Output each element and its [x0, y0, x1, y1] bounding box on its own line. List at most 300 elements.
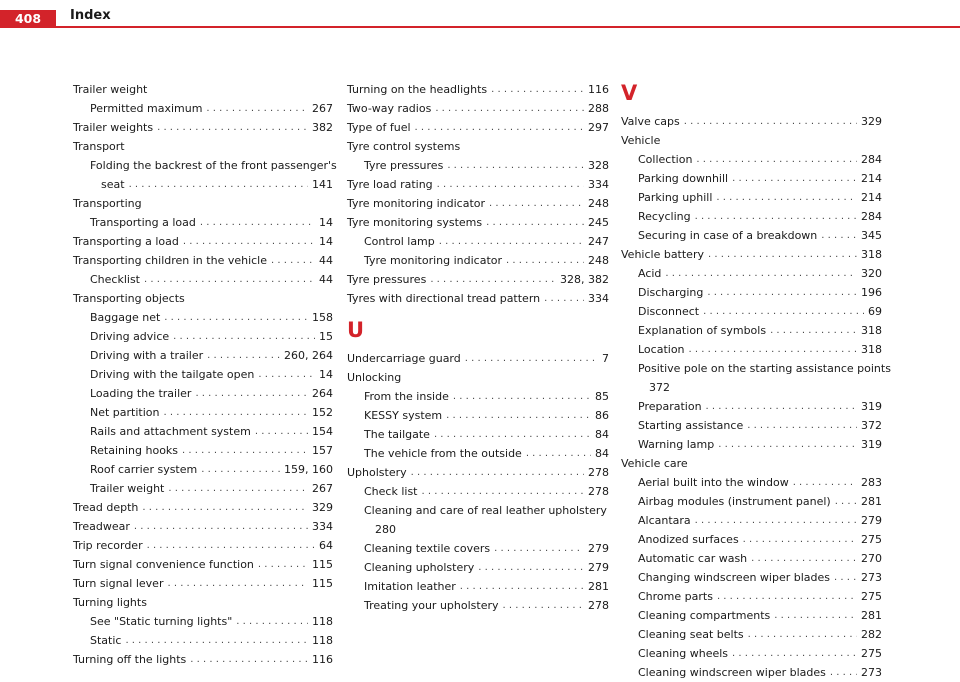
index-page-ref[interactable]: 318: [861, 248, 882, 261]
index-entry: [621, 397, 882, 416]
dot-leader: [478, 558, 584, 577]
index-page-ref[interactable]: 278: [588, 485, 609, 498]
index-page-ref[interactable]: 7: [602, 352, 609, 365]
index-page-ref[interactable]: 245: [588, 216, 609, 229]
index-entry: [73, 555, 333, 574]
index-entry: [347, 425, 609, 444]
index-entry: [73, 251, 333, 270]
dot-leader: [434, 425, 591, 444]
dot-leader: [173, 327, 315, 346]
dot-leader: [835, 492, 857, 511]
section-letter: U: [347, 318, 365, 342]
index-page-ref[interactable]: 319: [861, 438, 882, 451]
index-term: The tailgate: [364, 428, 430, 441]
index-term: Alcantara: [638, 514, 691, 527]
index-term: Transporting a load: [90, 216, 196, 229]
dot-leader: [732, 644, 857, 663]
index-entry: [347, 596, 609, 615]
dot-leader: [716, 188, 857, 207]
dot-leader: [793, 473, 857, 492]
index-term: Cleaning compartments: [638, 609, 771, 622]
index-term: Treadwear: [73, 520, 130, 533]
index-term: Cleaning textile covers: [364, 542, 491, 555]
index-term: Turning off the lights: [73, 653, 187, 666]
index-entry: [621, 511, 882, 530]
dot-leader: [465, 349, 598, 368]
index-term: Chrome parts: [638, 590, 713, 603]
index-page-ref[interactable]: 69: [868, 305, 882, 318]
index-term: Recycling: [638, 210, 691, 223]
index-entry: [73, 270, 333, 289]
dot-leader: [491, 80, 584, 99]
index-term: Aerial built into the window: [638, 476, 789, 489]
index-page-ref[interactable]: 14: [319, 368, 333, 381]
index-entry: [347, 463, 609, 482]
index-page-ref[interactable]: 270: [861, 552, 882, 565]
index-page-ref[interactable]: 273: [861, 571, 882, 584]
index-entry: [621, 530, 882, 549]
index-entry: [73, 232, 333, 251]
dot-leader: [142, 498, 308, 517]
dot-leader: [774, 606, 857, 625]
index-page-ref[interactable]: 278: [588, 466, 609, 479]
index-term: Cleaning seat belts: [638, 628, 744, 641]
dot-leader: [201, 460, 280, 479]
index-heading: Unlocking: [347, 371, 402, 384]
index-term: Vehicle battery: [621, 248, 704, 261]
index-page-ref[interactable]: 273: [861, 666, 882, 679]
index-page-ref[interactable]: 158: [312, 311, 333, 324]
index-term: Imitation leather: [364, 580, 456, 593]
index-entry: [347, 558, 609, 577]
index-entry: [73, 384, 333, 403]
index-term: See "Static turning lights": [90, 615, 233, 628]
index-entry: [73, 460, 333, 479]
index-term: Tyre load rating: [347, 178, 433, 191]
index-entry: [347, 270, 609, 289]
dot-leader: [236, 612, 308, 631]
index-term: Trip recorder: [73, 539, 143, 552]
index-page-ref[interactable]: 283: [861, 476, 882, 489]
index-page-ref[interactable]: 318: [861, 324, 882, 337]
index-page-ref[interactable]: 44: [319, 254, 333, 267]
dot-leader: [134, 517, 308, 536]
dot-leader: [182, 441, 308, 460]
index-entry: [73, 612, 333, 631]
index-page-ref[interactable]: 118: [312, 634, 333, 647]
index-page-ref[interactable]: 281: [861, 609, 882, 622]
dot-leader: [207, 346, 280, 365]
index-page-ref[interactable]: 318: [861, 343, 882, 356]
index-page-ref[interactable]: 282: [861, 628, 882, 641]
index-page-ref[interactable]: 44: [319, 273, 333, 286]
index-entry: [621, 492, 882, 511]
index-term: Turn signal lever: [73, 577, 164, 590]
dot-leader: [732, 169, 857, 188]
dot-leader: [437, 175, 584, 194]
index-column-3: [621, 80, 891, 682]
index-page-ref[interactable]: 248: [588, 197, 609, 210]
dot-leader: [703, 302, 864, 321]
dot-leader: [164, 403, 309, 422]
index-page-ref[interactable]: 279: [588, 542, 609, 555]
index-term: seat: [101, 178, 125, 191]
index-term: Location: [638, 343, 685, 356]
index-page-ref[interactable]: 284: [861, 153, 882, 166]
index-entry: [73, 517, 333, 536]
index-entry: [347, 539, 609, 558]
dot-leader: [821, 226, 857, 245]
index-entry: [621, 568, 882, 587]
index-heading: Vehicle care: [621, 457, 688, 470]
index-page-ref[interactable]: 320: [861, 267, 882, 280]
index-term: Two-way radios: [347, 102, 432, 115]
index-page-ref[interactable]: 86: [595, 409, 609, 422]
section-gap: [347, 308, 609, 317]
index-page-ref[interactable]: 267: [312, 102, 333, 115]
index-entry: [347, 387, 609, 406]
index-term: Tyre pressures: [347, 273, 427, 286]
index-entry: [621, 587, 882, 606]
index-term: Turning on the headlights: [347, 83, 488, 96]
index-entry: [621, 321, 882, 340]
index-entry: [347, 444, 609, 463]
index-page-ref[interactable]: 372: [861, 419, 882, 432]
index-page-ref[interactable]: 159, 160: [284, 463, 333, 476]
index-term: Cleaning upholstery: [364, 561, 475, 574]
index-entry: [621, 226, 882, 245]
dot-leader: [430, 270, 556, 289]
index-term: Driving with a trailer: [90, 349, 204, 362]
index-page-ref[interactable]: 334: [588, 178, 609, 191]
index-page-ref[interactable]: 115: [312, 558, 333, 571]
index-entry: [621, 473, 882, 492]
index-term: Tyre monitoring systems: [347, 216, 483, 229]
index-entry: [347, 156, 609, 175]
dot-leader: [489, 194, 584, 213]
dot-leader: [258, 555, 308, 574]
index-term: Collection: [638, 153, 693, 166]
index-term: Roof carrier system: [90, 463, 198, 476]
index-term: Preparation: [638, 400, 702, 413]
index-term: Automatic car wash: [638, 552, 748, 565]
index-entry: [621, 416, 882, 435]
index-term: Driving advice: [90, 330, 170, 343]
index-entry: [621, 150, 882, 169]
dot-leader: [183, 232, 315, 251]
index-entry: [347, 482, 609, 501]
index-page-ref[interactable]: 288: [588, 102, 609, 115]
dot-leader: [206, 99, 308, 118]
index-term: Cleaning wheels: [638, 647, 729, 660]
dot-leader: [708, 245, 857, 264]
index-page-ref[interactable]: 329: [312, 501, 333, 514]
index-term: Discharging: [638, 286, 704, 299]
index-term: Tyre monitoring indicator: [347, 197, 486, 210]
dot-leader: [665, 264, 857, 283]
index-term: Tyre pressures: [364, 159, 444, 172]
index-term: Valve caps: [621, 115, 680, 128]
dot-leader: [684, 112, 857, 131]
index-page-ref[interactable]: 267: [312, 482, 333, 495]
index-term: Trailer weights: [73, 121, 154, 134]
index-page-ref[interactable]: 154: [312, 425, 333, 438]
index-page-ref[interactable]: 278: [588, 599, 609, 612]
page-title: Index: [70, 8, 111, 23]
index-term: From the inside: [364, 390, 449, 403]
index-entry: [73, 479, 333, 498]
index-page-ref[interactable]: 116: [312, 653, 333, 666]
index-page-ref[interactable]: 334: [588, 292, 609, 305]
index-page-ref[interactable]: 275: [861, 647, 882, 660]
index-term: Transporting children in the vehicle: [73, 254, 268, 267]
index-page-ref[interactable]: 275: [861, 590, 882, 603]
index-page-ref[interactable]: 334: [312, 520, 333, 533]
index-page-ref[interactable]: 214: [861, 172, 882, 185]
index-page-ref[interactable]: 85: [595, 390, 609, 403]
index-entry: [347, 501, 609, 520]
dot-leader: [190, 650, 308, 669]
index-page-ref[interactable]: 84: [595, 447, 609, 460]
index-entry: [73, 536, 333, 555]
index-heading: Vehicle: [621, 134, 661, 147]
dot-leader: [748, 625, 857, 644]
index-page-ref[interactable]: 280: [375, 523, 396, 536]
dot-leader: [168, 479, 308, 498]
dot-leader: [706, 397, 857, 416]
index-entry: [621, 188, 882, 207]
index-page-ref[interactable]: 264: [312, 387, 333, 400]
dot-leader: [167, 574, 308, 593]
index-entry: [621, 207, 882, 226]
dot-leader: [446, 406, 591, 425]
index-page-ref[interactable]: 14: [319, 216, 333, 229]
index-entry: [73, 175, 333, 194]
index-entry: [347, 118, 609, 137]
index-page-ref[interactable]: 279: [861, 514, 882, 527]
index-entry: [73, 631, 333, 650]
index-entry: [347, 80, 609, 99]
dot-leader: [830, 663, 857, 682]
index-term: Checklist: [90, 273, 140, 286]
dot-leader: [506, 251, 584, 270]
index-term: Tyre monitoring indicator: [364, 254, 503, 267]
dot-leader: [544, 289, 584, 308]
dot-leader: [200, 213, 315, 232]
dot-leader: [271, 251, 315, 270]
index-entry: [347, 232, 609, 251]
dot-leader: [717, 587, 857, 606]
index-entry: [621, 606, 882, 625]
dot-leader: [689, 340, 857, 359]
index-term: Tread depth: [73, 501, 139, 514]
index-column-2: [347, 80, 609, 615]
index-page-ref[interactable]: 14: [319, 235, 333, 248]
index-page-ref[interactable]: 118: [312, 615, 333, 628]
index-page-ref[interactable]: 64: [319, 539, 333, 552]
dot-leader: [157, 118, 308, 137]
dot-leader: [770, 321, 857, 340]
index-entry: [73, 422, 333, 441]
index-term: Airbag modules (instrument panel): [638, 495, 831, 508]
index-heading: Folding the backrest of the front passenger's: [90, 159, 337, 172]
index-entry: [73, 365, 333, 384]
index-page-ref[interactable]: 248: [588, 254, 609, 267]
dot-leader: [695, 511, 857, 530]
index-entry: [347, 251, 609, 270]
index-term: Retaining hooks: [90, 444, 179, 457]
index-page-ref[interactable]: 84: [595, 428, 609, 441]
dot-leader: [258, 365, 315, 384]
index-entry: [73, 498, 333, 517]
dot-leader: [147, 536, 315, 555]
index-term: Parking downhill: [638, 172, 729, 185]
index-entry: [347, 194, 609, 213]
index-page-ref[interactable]: 15: [319, 330, 333, 343]
index-term: Disconnect: [638, 305, 700, 318]
dot-leader: [144, 270, 315, 289]
index-term: Warning lamp: [638, 438, 715, 451]
dot-leader: [707, 283, 857, 302]
dot-leader: [164, 308, 308, 327]
index-entry: [621, 264, 882, 283]
index-term: The vehicle from the outside: [364, 447, 522, 460]
index-term: Cleaning and care of real leather upholstery: [364, 504, 607, 517]
index-page-ref[interactable]: 214: [861, 191, 882, 204]
index-entry: [73, 403, 333, 422]
index-entry: [73, 574, 333, 593]
index-term: Treating your upholstery: [364, 599, 499, 612]
index-term: Trailer weight: [90, 482, 165, 495]
index-page-ref[interactable]: 329: [861, 115, 882, 128]
index-term: Upholstery: [347, 466, 407, 479]
index-entry: [73, 346, 333, 365]
dot-leader: [255, 422, 308, 441]
index-page-ref[interactable]: 115: [312, 577, 333, 590]
index-heading: Transporting objects: [73, 292, 185, 305]
index-page-ref[interactable]: 275: [861, 533, 882, 546]
index-page-ref[interactable]: 297: [588, 121, 609, 134]
index-term: Securing in case of a breakdown: [638, 229, 818, 242]
index-entry: [73, 650, 333, 669]
index-term: Anodized surfaces: [638, 533, 739, 546]
dot-leader: [695, 207, 857, 226]
dot-leader: [195, 384, 308, 403]
index-page-ref[interactable]: 152: [312, 406, 333, 419]
index-term: Parking uphill: [638, 191, 713, 204]
dot-leader: [453, 387, 591, 406]
index-page-ref[interactable]: 247: [588, 235, 609, 248]
index-entry: [621, 435, 882, 454]
index-heading: Trailer weight: [73, 83, 148, 96]
index-page-ref[interactable]: 116: [588, 83, 609, 96]
index-page-ref[interactable]: 141: [312, 178, 333, 191]
dot-leader: [743, 530, 857, 549]
index-page-ref[interactable]: 157: [312, 444, 333, 457]
index-term: Acid: [638, 267, 662, 280]
index-page-ref[interactable]: 196: [861, 286, 882, 299]
index-heading: Positive pole on the starting assistance points: [638, 362, 891, 375]
index-entry: [347, 406, 609, 425]
index-page-ref[interactable]: 260, 264: [284, 349, 333, 362]
dot-leader: [129, 175, 308, 194]
dot-leader: [696, 150, 857, 169]
index-term: Undercarriage guard: [347, 352, 461, 365]
header-divider: [0, 26, 960, 28]
index-page-ref[interactable]: 279: [588, 561, 609, 574]
index-term: Turn signal convenience function: [73, 558, 254, 571]
index-page-ref[interactable]: 328, 382: [560, 273, 609, 286]
index-entry: [73, 441, 333, 460]
index-term: Cleaning windscreen wiper blades: [638, 666, 826, 679]
index-term: Changing windscreen wiper blades: [638, 571, 831, 584]
page-header: [0, 0, 960, 26]
index-entry: [347, 577, 609, 596]
index-page-ref[interactable]: 345: [861, 229, 882, 242]
index-page-ref[interactable]: 382: [312, 121, 333, 134]
dot-leader: [494, 539, 584, 558]
index-entry: [621, 169, 882, 188]
index-entry: [621, 644, 882, 663]
index-heading: Tyre control systems: [347, 140, 461, 153]
index-page-ref[interactable]: 281: [588, 580, 609, 593]
index-term: Rails and attachment system: [90, 425, 251, 438]
index-entry: [621, 663, 882, 682]
index-entry: [347, 289, 609, 308]
page-number: 408: [0, 10, 56, 26]
dot-leader: [422, 482, 585, 501]
index-term: Driving with the tailgate open: [90, 368, 255, 381]
index-entry: [621, 340, 882, 359]
index-page-ref[interactable]: 281: [861, 495, 882, 508]
index-entry: [621, 549, 882, 568]
index-term: Starting assistance: [638, 419, 744, 432]
index-term: Type of fuel: [347, 121, 411, 134]
index-term: Tyres with directional tread pattern: [347, 292, 541, 305]
dot-leader: [747, 416, 857, 435]
dot-leader: [503, 596, 585, 615]
dot-leader: [718, 435, 857, 454]
index-term: KESSY system: [364, 409, 443, 422]
index-entry: [347, 213, 609, 232]
index-term: Loading the trailer: [90, 387, 192, 400]
index-column-1: [73, 80, 337, 669]
dot-leader: [460, 577, 584, 596]
index-entry: [347, 99, 609, 118]
index-page-ref[interactable]: 372: [649, 381, 670, 394]
index-entry: [621, 245, 882, 264]
dot-leader: [125, 631, 308, 650]
index-term: Permitted maximum: [90, 102, 203, 115]
index-page-ref[interactable]: 284: [861, 210, 882, 223]
index-heading: Turning lights: [73, 596, 147, 609]
index-term: Explanation of symbols: [638, 324, 767, 337]
dot-leader: [447, 156, 584, 175]
index-entry: [621, 302, 882, 321]
index-term: Baggage net: [90, 311, 161, 324]
index-page-ref[interactable]: 319: [861, 400, 882, 413]
index-entry: [73, 213, 333, 232]
index-term: Net partition: [90, 406, 160, 419]
dot-leader: [526, 444, 591, 463]
index-page-ref[interactable]: 328: [588, 159, 609, 172]
dot-leader: [486, 213, 584, 232]
dot-leader: [751, 549, 857, 568]
index-entry: [73, 99, 333, 118]
dot-leader: [415, 118, 584, 137]
index-entry: [73, 308, 333, 327]
dot-leader: [834, 568, 857, 587]
